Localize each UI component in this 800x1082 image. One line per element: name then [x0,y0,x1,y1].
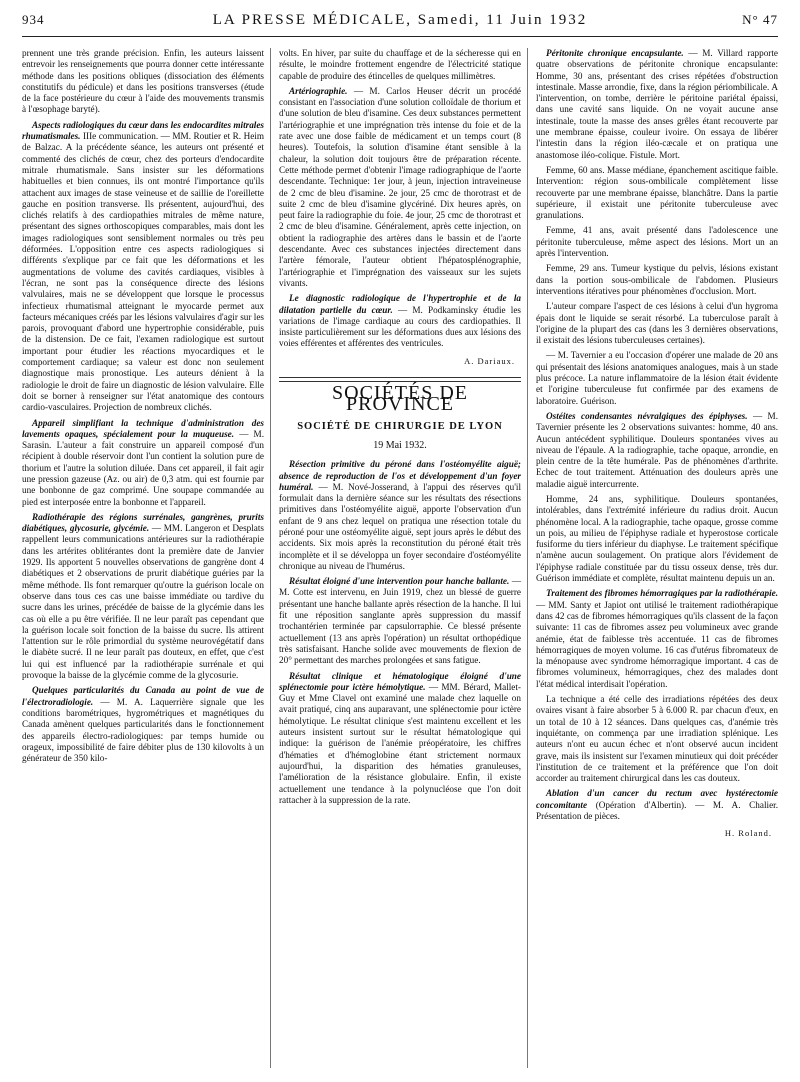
article-body: — MM. Santy et Japiot ont utilisé le traitement radiothérapique dans 42 cas de fibromes hémorragiques qu'ils classent de la façon suivante: 11 cas de fibromes assez peu volumineux avec grande anémie, état de faiblesse très accentuée. 11 cas de fibromes hémorragiques de moyen volume. 16 cas d'utérus fibromateux de la ménopause avec syndrome hémorragique important. 4 cas de fibromes volumineux, hémorragiques, chez des malades dont l'état médical interdisait l'opération. [536,599,778,689]
journal-title: LA PRESSE MÉDICALE, Samedi, 11 Juin 1932 [212,12,588,28]
article-title: Le diagnostic radiologique de l'hypertrophie et de la dilatation partielle du cœur. [279,293,521,315]
article-body: — M. Podkaminsky étudie les variations de l'image cardiaque au cours des cardiopathies. Il insiste particulièrement sur les déformations dues aux lésions des voies efférentes et afférentes des ventricules. [279,304,521,349]
paragraph: L'auteur compare l'aspect de ces lésions à celui d'un hygroma épais dont le liquide se serait résorbé. La tuberculose paraît à l'origine de la plupart des cas (dans les 3 dernières observations, il existait des lésions tuberculeuses certaines). [536,301,778,346]
article [22,120,264,414]
article-title: Appareil simplifiant la technique d'administration des lavements opaques, spécialement pour la muqueuse. [22,417,264,439]
paragraph: volts. En hiver, par suite du chauffage et de la sécheresse qui en résulte, le moindre frottement engendre de l'électricité statique capable de produire des étincelles de quelques millimètres. [279,48,521,81]
session-date: 19 Mai 1932. [373,439,427,451]
article-body: — M. Villard rapporte quatre observations de péritonite chronique encapsulante: Homme, 30 ans, présentant des crises répétées d'obstruction intestinale. Masse arrondie, fixe, dans la région périombilicale. A l'intervention, on tombe, derrière le péritoine pariétal épaissi, dans une cavité sans liquide. On ne voyait aucune anse intestinale, toute la masse des anses grêles étant recouverte par une membrane épaisse, couleur ivoire. On essaya de libérer l'intestin dans la région iléo-cæcale et on pratiqua une anastomose iléo-colique. Fistule. Mort. [536,48,778,160]
column-1 [22,48,264,768]
article-title: Radiothérapie des régions surrénales, gangrènes, prurits diabétiques, glycosurie, glycémie. [22,511,264,534]
paragraph: Femme, 29 ans. Tumeur kystique du pelvis, lésions existant dans la portion sous-ombilicale de l'abdomen. Plusieurs interventions itératives pour phénomènes d'occlusion. Mort. [536,263,778,296]
society-name: SOCIÉTÉ DE CHIRURGIE DE LYON [297,420,503,432]
article [279,576,521,666]
article [279,293,521,349]
paragraph: La technique a été celle des irradiations répétées des deux ovaires visant à faire absorber 5 à 6.000 R. par chacun d'eux, en un total de 10 à 12 séances. Dans quelques cas, d'anémie très inquiétante, on commença par une irradiation splénique. Les auteurs n'ont eu aucun échec et n'ont observé aucun incident grave, mais ils insistent sur l'examen minutieux qui doit précéder l'institution de ce traitement et la préférence que l'on doit accorder au traitement chirurgical dans les cas douteux. [536,694,778,784]
article-title: Quelques particularités du Canada au point de vue de l'électroradiologie. [22,685,264,707]
article-body: — MM. Bérard, Mallet-Guy et Mme Clavel ont examiné une malade chez laquelle on avait pratiqué, cinq ans auparavant, une splénectomie pour ictère hémolytique. Le résultat clinique s'est maintenu excellent et les auteurs insistent surtout sur le résultat hématologique qui indique: la guérison de l'anémie préopératoire, les chiffres d'hématies et d'hémoglobine étant strictement normaux aujourd'hui, la disparition des hématies granuleuses, l'amélioration de la résistance globulaire. Enfin, il existe actuellement une tendance à la polynucléose que l'on doit rattacher à la suppression de la rate. [279,681,521,805]
article-title: Résultat éloigné d'une intervention pour hanche ballante. [289,576,510,587]
signature: H. Roland. [724,828,772,839]
article-body: — M. Sarasin. L'auteur a fait construire un appareil composé d'un récipient à double réservoir dont l'un contient la solution pure de thorium et l'autre la solution diluée. Dans cet appareil, il fait agir une pression gazeuse (Az. ou air) de 0,3 atm. qui est fournie par une bonbonne de gaz comprimé. Une soupape commandée au pied est interposée entre la bonbonne et l'appareil. [22,428,265,507]
article [279,86,521,289]
page-number: 934 [22,12,45,27]
article [279,671,521,807]
article-title: Résection primitive du péroné dans l'ostéomyélite aiguë; absence de reproduction de l'os et développement d'un foyer huméral. [279,459,521,492]
article-title: Péritonite chronique encapsulante. [546,48,684,58]
article-body: — M. Tavernier présente les 2 observations suivantes: homme, 40 ans. Aucun antécédent syphilitique. Douleurs spontanées vives au niveau de l'épaule. A la radiographie, tache opaque, arrondie, en plein centre de la tête humérale. Pas de phénomènes d'arthrite. Echec de tout traitement. Atténuation des douleurs après une maladie aiguë intercurrente. [536,410,778,489]
article-title: Aspects radiologiques du cœur dans les endocardites mitrales rhumatismales. [22,119,264,142]
signature: A. Dariaux. [464,355,515,366]
section-title: SOCIÉTÉS DE PROVINCE [332,382,468,416]
article [279,459,521,572]
paragraph: Homme, 24 ans, syphilitique. Douleurs spontanées, intolérables, dans l'extrémité inférieure du radius droit. Aucun phénomène local. A la radiographie, tache opaque, grosse comme un pois, au milieu de l'épiphyse radiale et hyperostose corticale fusiforme du tiers inférieur du diaphyse. Le traitement spécifique n'amène aucun soulagement. On pratique alors l'évidement de l'épiphyse radiale constituée par du tissu osseux dense, très dur. Guérison immédiate et complète, résultat maintenu depuis un an. [536,493,778,584]
article-body: IIIe communication. — MM. Routier et R. Heim de Balzac. A la précédente séance, les auteurs ont présenté et commenté des clichés de cœur, chez des porteurs d'endocardite mitrale rhumatismale. Sans insister sur les déformations habituelles et bien connues, ils ont montré l'importance qu'ils attachent aux images de stase veineuse et de saillie de l'oreillette gauche en position transverse. Ils présentent, aujourd'hui, des clichés relatifs à des cardiopathies mitrales de même nature, présentant des signes orthoscopiques comparables, mais dont les images radiologiques sont sensiblement normales ou très peu déformées. L'opposition entre ces aspects radiologiques si différents s'explique par ce fait que les déformations et les augmentations de volume des cavités cardiaques, visibles à l'écran, ne sont pas la conséquence directe des lésions valvulaires, mais ne se développent que lorsque le processus infectieux rhumatismal atteignant le myocarde permet aux facteurs mécaniques créés par les lésions valvulaires d'agir sur les parois, provoquant d'abord une hypertrophie considérable, puis de la distension. De ce fait, l'examen radiologique est surtout important pour étudier les réactions myocardiques et le comportement cardiaque; sa valeur est donc non seulement diagnostique mais pronostique. Les auteurs dénient à la radiologie le droit de faire un diagnostic de lésion valvulaire. Elle doit se borner à renseigner sur l'état anatomique des contours cardio-vasculaires. Projection de nombreux clichés. [22,131,264,413]
column-3 [536,48,778,840]
page-header [22,8,778,37]
paragraph: Femme, 60 ans. Masse médiane, épanchement ascitique faible. Intervention: région sous-ombilicale complètement lisse recouverte par une membrane épaisse, blanchâtre. Dans la partie supérieure, il existait une péritonite tuberculeuse avec granulations. [536,164,778,221]
article [22,418,264,508]
column-rule-left [270,48,271,1068]
article [536,411,778,490]
article-body: — M. Nové-Josserand, à l'appui des réserves qu'il formulait dans la dernière séance sur les résultats des résections primitives dans l'ostéomyélite aiguë, apporte l'observation d'un enfant de 9 ans chez lequel on pratiqua une résection totale du péroné pour une ostéomyélite aiguë, sept jours après le début des accidents. Six mois après la reconstitution du péroné était très incomplète et il se développa un foyer secondaire d'ostéomyélite chronique au niveau de l'humérus. [279,481,522,571]
article [22,685,264,764]
article-title: Ablation d'un cancer du rectum avec hystérectomie concomitante [536,788,778,810]
paragraph: Femme, 41 ans, avait présenté dans l'adolescence une péritonite tuberculeuse, même aspect des lésions. Mort un an après l'intervention. [536,225,778,259]
article [536,48,778,161]
article-body: (Opération d'Albertin). — M. A. Chalier. Présentation de pièces. [536,799,778,821]
paragraph: prennent une très grande précision. Enfin, les auteurs laissent entrevoir les renseignements que pourra donner cette intéressante méthode dans les positions obliques (dissociation des éléments constitutifs du pédicule) et dans les positions transverses (étude de la face postérieure du cœur à l'aide des mouvements transmis à l'œsophage baryté). [22,48,264,115]
article [22,512,264,681]
article [536,788,778,822]
column-2 [279,48,521,810]
article-body: — M. Cotte est intervenu, en Juin 1919, chez un blessé de guerre présentant une hanche ballante après résection de la hanche. Il lui fit une réposition sanglante après suppression du massif trochantérien terminée par capsulorraphie. Ce blessé présente actuellement (13 ans après l'opération) un résultat orthopédique très satisfaisant. Hanche solide avec mouvements de flexion de 20° permettant des marches prolongées et sans fatigue. [279,576,522,666]
article-body: — MM. Langeron et Desplats rappellent leurs communications antérieures sur la radiothérapie dans les artérites oblitérantes dont la première date de Janvier 1929. Ils apportent 5 nouvelles observations de gangrène dont 4 diabétiques et 2 observations de prurit diabétique guéries par la même méthode. Ils font remarquer qu'outre la guérison locale on observe dans tous ces cas une baisse immédiate ou tardive du sucre dans les urines, précédée de baisse de la glycémie dans les cas où elle a pu être vérifiée. Il ne leur paraît pas cependant que la guérison locale soit fonction de la baisse du sucre. Ils attirent l'attention sur le rôle primordial du système neurovégétatif dans le diabète sucré. Il ne leur paraît pas douteux, en effet, que c'est lui qui est influencé par la radiothérapie surrénale et qui provoque la baisse de la glycémie comme de la glycosurie. [22,523,265,681]
article-title: Ostéites condensantes névralgiques des épiphyses. [546,410,748,421]
article-title: Résultat clinique et hématologique éloigné d'une splénectomie pour ictère hémolytique. [279,670,521,692]
article-title: Artériographie. [289,85,348,96]
article-body: — M. Carlos Heuser décrit un procédé consistant en l'association d'une solution colloïdale de thorium et d'une solution de bleu d'isamine. Ces deux substances permettent l'artériographie et une imprégnation très intense du foie et de la rate avec une dose faible de médicament et un temps court (8 heures). Toutefois, la solution d'isamine étant sensible à la chaleur, la solution doit toujours être de préparation récente. Cette méthode permet d'obtenir l'image radiographique de l'aorte descendante. Technique: 1er jour, à jeun, injection intraveineuse de 2 cmc de bleu d'isamine. 2e jour, 25 cmc de thorotrast et de suite 2 cmc de bleu d'isamine glycériné. Dix heures après, on peut faire la radiographie du foie. 4e jour, 25 cmc de thorotrast et 2 cmc de bleu d'isamine. Généralement, après cette injection, on obtient la radiographie des artères dans le bassin et de l'aorte descendante. Avec ces substances injectées directement dans l'artère fémorale, l'auteur obtient l'hépatosplénographie, l'artériographie et l'imprégnation des vaisseaux sur les sujets vivants. [279,85,521,288]
paragraph: — M. Tavernier a eu l'occasion d'opérer une malade de 20 ans qui présentait des lésions anatomiques analogues, mais à un stade plus précoce. La nature inflammatoire de la lésion était évidente et l'origine tuberculeuse fut confirmée par des examens de laboratoire. Guérison. [536,350,778,406]
column-rule-right [527,48,528,1068]
article [536,588,778,690]
article-body: — M. A. Laquerrière signale que les conditions barométriques, hygrométriques et magnétiques du Canada amènent quelques particularités dans le fonctionnement des appareils électro-radiologiques: par temps humide ou orageux, impossibilité de faire débiter plus de 130 kilovolts à un générateur de 350 kilo- [22,696,264,764]
issue-number: N° 47 [742,12,778,27]
article-title: Traitement des fibromes hémorragiques par la radiothérapie. [546,588,778,599]
